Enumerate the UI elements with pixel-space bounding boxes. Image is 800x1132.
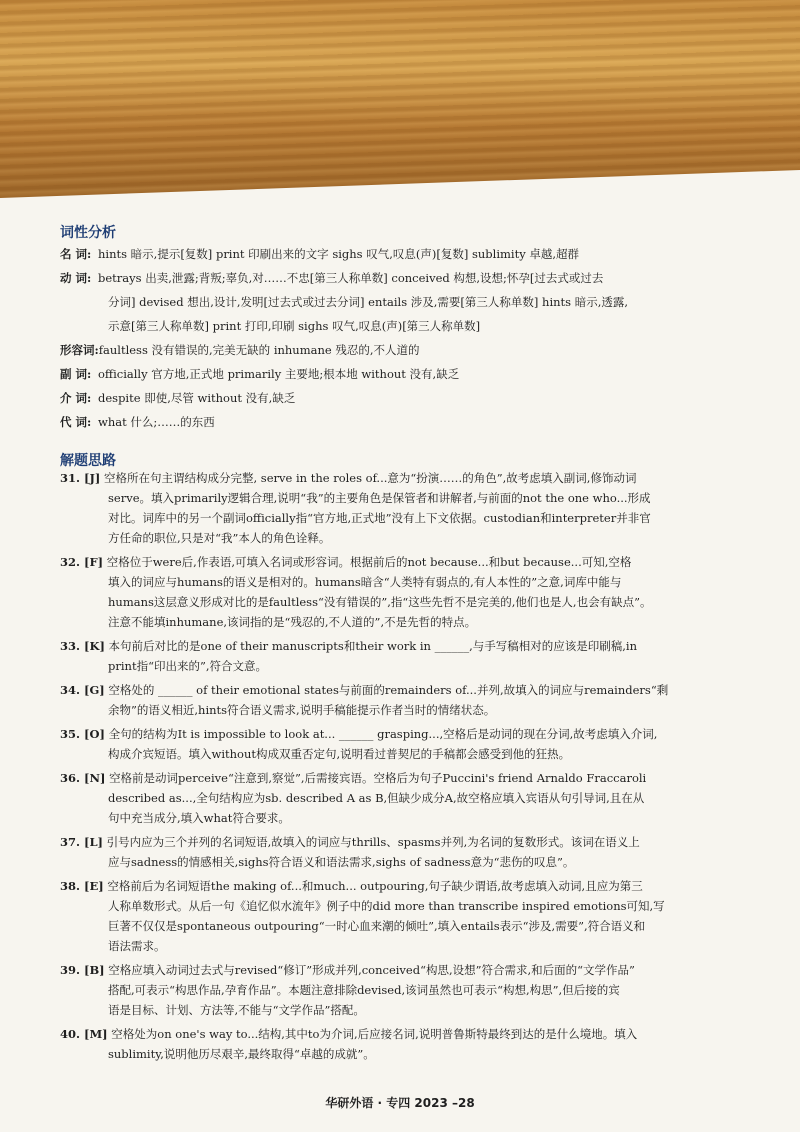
item-text: 本句前后对比的是one of their manuscripts和their work in ______,与手写稿相对的应该是印刷稿,in	[108, 639, 637, 653]
item-text: 巨著不仅仅是spontaneous outpouring“一时心血来潮的倾吐”,填入entails表示“涉及,需要”,符合语义和	[108, 919, 646, 933]
vocab-text: officially 官方地,正式地 primarily 主要地;根本地 without 没有,缺乏	[98, 367, 460, 381]
solution-item	[60, 770, 646, 786]
vocab-row-verb	[60, 270, 603, 286]
item-text: 全句的结构为It is impossible to look at... ______ grasping...,空格后是动词的现在分词,故考虑填入介词,	[108, 727, 658, 741]
item-text: 应与sadness的情感相关,sighs符合语义和语法需求,sighs of sadness意为“悲伤的叹息”。	[108, 855, 575, 869]
item-number: 35. [O]	[60, 727, 105, 741]
item-number: 32. [F]	[60, 555, 104, 569]
item-text: 空格处为on one's way to...结构,其中to为介词,后应接名词,说明普鲁斯特最终到达的是什么境地。填入	[111, 1027, 638, 1041]
page-footer: 华研外语 · 专四 2023 –28	[325, 1096, 475, 1110]
solution-item	[60, 638, 637, 654]
solution-item	[60, 962, 635, 978]
item-text: 方任命的职位,只是对“我”本人的角色诠释。	[108, 531, 331, 545]
vocab-text: hints 暗示,提示[复数] print 印刷出来的文字 sighs 叹气,叹息(声)[复数] sublimity 卓越,超群	[98, 247, 580, 261]
item-text: serve。填入primarily逻辑合理,说明“我”的主要角色是保管者和讲解者,与前面的not the one who...形成	[108, 491, 651, 505]
item-text: described as...,全句结构应为sb. described A as B,但缺少成分A,故空格应填入宾语从句引导词,且在从	[108, 791, 645, 805]
item-text: 空格前后为名词短语the making of...和much... outpouring,句子缺少谓语,故考虑填入动词,且应为第三	[107, 879, 643, 893]
vocab-label: 副 词:	[60, 367, 92, 381]
vocab-label: 代 词:	[60, 415, 92, 429]
item-text: 注意不能填inhumane,该词指的是“残忍的,不人道的”,不是先哲的特点。	[108, 615, 477, 629]
item-text: 构成介宾短语。填入without构成双重否定句,说明看过普契尼的手稿都会感受到他的狂热。	[108, 747, 571, 761]
solution-item	[60, 834, 640, 850]
item-number: 37. [L]	[60, 835, 103, 849]
item-text: 空格位于were后,作表语,可填入名词或形容词。根据前后的not because...和but because...可知,空格	[106, 555, 632, 569]
item-text: 句中充当成分,填入what符合要求。	[108, 811, 290, 825]
item-text: 填入的词应与humans的语义是相对的。humans暗含“人类特有弱点的,有人本性的”之意,词库中能与	[108, 575, 622, 589]
item-text: print指“印出来的”,符合文意。	[108, 659, 267, 673]
item-text: 空格应填入动词过去式与revised“修订”形成并列,conceived“构思,设想”符合需求,和后面的“文学作品”	[108, 963, 635, 977]
item-number: 38. [E]	[60, 879, 104, 893]
item-text: sublimity,说明他历尽艰辛,最终取得“卓越的成就”。	[108, 1047, 375, 1061]
solution-item	[60, 726, 657, 742]
vocab-row-adjective	[60, 342, 420, 358]
item-text: 引号内应为三个并列的名词短语,故填入的词应与thrills、spasms并列,为名词的复数形式。该词在语义上	[106, 835, 640, 849]
vocab-row-preposition	[60, 390, 295, 406]
vocab-label: 名 词:	[60, 247, 92, 261]
item-number: 36. [N]	[60, 771, 106, 785]
solution-item	[60, 878, 643, 894]
item-number: 33. [K]	[60, 639, 105, 653]
vocab-label: 动 词:	[60, 271, 92, 285]
vocab-row-noun	[60, 246, 579, 262]
item-number: 40. [M]	[60, 1027, 108, 1041]
solution-item	[60, 554, 631, 570]
item-text: 对比。词库中的另一个副词officially指“官方地,正式地”没有上下文依据。custodian和interpreter并非官	[108, 511, 651, 525]
vocab-row-adverb	[60, 366, 459, 382]
item-text: humans这层意义形成对比的是faultless“没有错误的”,指“这些先哲不是完美的,他们也是人,也会有缺点”。	[108, 595, 652, 609]
item-text: 语是目标、计划、方法等,不能与“文学作品”搭配。	[108, 1003, 365, 1017]
item-text: 空格所在句主谓结构成分完整, serve in the roles of...意为“扮演……的角色”,故考虑填入副词,修饰动词	[104, 471, 637, 485]
vocab-text: despite 即使,尽管 without 没有,缺乏	[98, 391, 296, 405]
item-number: 34. [G]	[60, 683, 105, 697]
item-number: 31. [J]	[60, 471, 101, 485]
solution-item	[60, 470, 636, 486]
solutions-heading: 解题思路	[60, 453, 116, 469]
vocab-label: 介 词:	[60, 391, 92, 405]
item-text: 搭配,可表示“构思作品,孕育作品”。本题注意排除devised,该词虽然也可表示“构想,构思”,但后接的宾	[108, 983, 620, 997]
vocab-heading: 词性分析	[60, 225, 116, 241]
vocab-text: betrays 出卖,泄露;背叛;辜负,对……不忠[第三人称单数] conceived 构想,设想;怀孕[过去式或过去	[98, 271, 604, 285]
item-text: 余物”的语义相近,hints符合语义需求,说明手稿能提示作者当时的情绪状态。	[108, 703, 496, 717]
solution-item	[60, 682, 668, 698]
item-number: 39. [B]	[60, 963, 105, 977]
vocab-text: 示意[第三人称单数] print 打印,印刷 sighs 叹气,叹息(声)[第三人称单数]	[108, 319, 481, 333]
vocab-label: 形容词:	[60, 343, 99, 357]
item-text: 语法需求。	[108, 939, 166, 953]
item-text: 人称单数形式。从后一句《追忆似水流年》例子中的did more than transcribe inspired emotions可知,写	[108, 899, 665, 913]
vocab-text: 分词] devised 想出,设计,发明[过去式或过去分词] entails 涉及,需要[第三人称单数] hints 暗示,透露,	[108, 295, 629, 309]
vocab-text: what 什么;……的东西	[98, 415, 215, 429]
item-text: 空格处的 ______ of their emotional states与前面的remainders of...并列,故填入的词应与remainders“剩	[108, 683, 669, 697]
item-text: 空格前是动词perceive“注意到,察觉”,后需接宾语。空格后为句子Puccini's friend Arnaldo Fraccaroli	[109, 771, 647, 785]
vocab-text: faultless 没有错误的,完美无缺的 inhumane 残忍的,不人道的	[98, 343, 420, 357]
vocab-row-pronoun	[60, 414, 215, 430]
solution-item	[60, 1026, 637, 1042]
